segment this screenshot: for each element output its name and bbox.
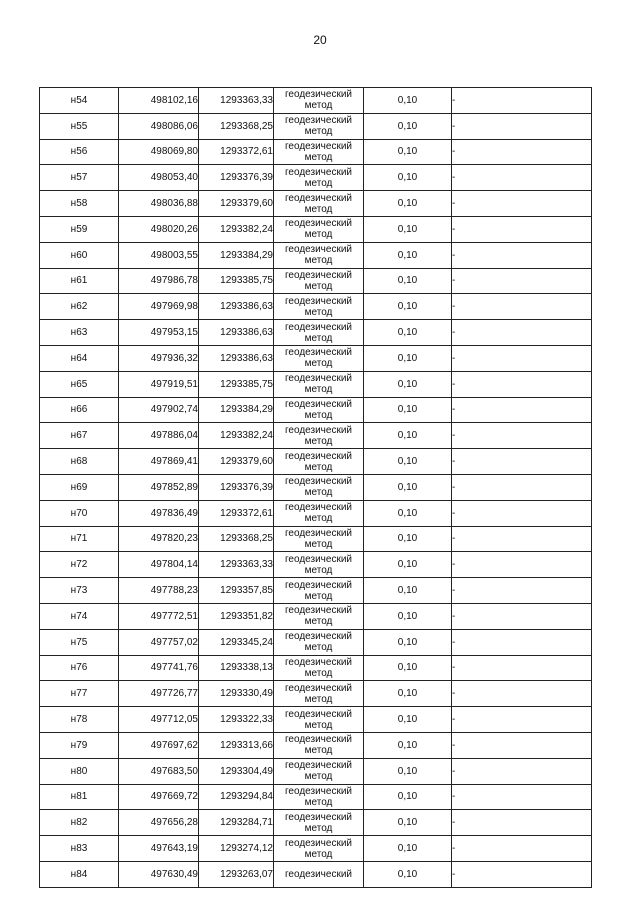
table-row bbox=[40, 242, 592, 268]
method-line-1: геодезический bbox=[285, 631, 352, 643]
coordinates-table-body bbox=[40, 88, 592, 888]
x-coordinate-cell: 497852,89 bbox=[119, 474, 199, 500]
note-cell: - bbox=[452, 449, 592, 475]
note-cell: - bbox=[452, 836, 592, 862]
accuracy-cell: 0,10 bbox=[364, 861, 452, 887]
method-line-2: метод bbox=[304, 590, 333, 602]
method-cell bbox=[274, 552, 364, 578]
method-line-2: метод bbox=[304, 822, 333, 834]
method-cell bbox=[274, 371, 364, 397]
method-line-2: метод bbox=[304, 667, 333, 679]
coordinates-table bbox=[39, 87, 592, 888]
accuracy-cell: 0,10 bbox=[364, 191, 452, 217]
method-line-1: геодезический bbox=[285, 115, 352, 127]
x-coordinate-cell: 497741,76 bbox=[119, 655, 199, 681]
x-coordinate-cell: 497669,72 bbox=[119, 784, 199, 810]
note-cell: - bbox=[452, 758, 592, 784]
table-row bbox=[40, 294, 592, 320]
table-row bbox=[40, 732, 592, 758]
method-cell bbox=[274, 449, 364, 475]
note-cell: - bbox=[452, 191, 592, 217]
note-cell: - bbox=[452, 603, 592, 629]
method-line-1: геодезический bbox=[285, 140, 352, 152]
note-cell: - bbox=[452, 810, 592, 836]
method-line-2: метод bbox=[304, 745, 333, 757]
table-row bbox=[40, 758, 592, 784]
table-row bbox=[40, 500, 592, 526]
table-row bbox=[40, 474, 592, 500]
method-line-2: метод bbox=[304, 203, 333, 215]
accuracy-cell: 0,10 bbox=[364, 449, 452, 475]
method-cell bbox=[274, 88, 364, 114]
method-line-1: геодезический bbox=[285, 553, 352, 565]
table-row bbox=[40, 810, 592, 836]
y-coordinate-cell: 1293379,60 bbox=[199, 191, 274, 217]
method-cell bbox=[274, 784, 364, 810]
method-line-1: геодезический bbox=[285, 476, 352, 488]
method-line-1: геодезический bbox=[285, 347, 352, 359]
method-cell bbox=[274, 655, 364, 681]
method-line-2: метод bbox=[304, 642, 333, 654]
y-coordinate-cell: 1293330,49 bbox=[199, 681, 274, 707]
method-line-1: геодезический bbox=[285, 734, 352, 746]
accuracy-cell: 0,10 bbox=[364, 707, 452, 733]
y-coordinate-cell: 1293368,25 bbox=[199, 526, 274, 552]
x-coordinate-cell: 497697,62 bbox=[119, 732, 199, 758]
point-id-cell: н65 bbox=[40, 371, 119, 397]
note-cell: - bbox=[452, 242, 592, 268]
table-row bbox=[40, 526, 592, 552]
method-line-2: метод bbox=[304, 280, 333, 292]
y-coordinate-cell: 1293382,24 bbox=[199, 216, 274, 242]
table-row bbox=[40, 655, 592, 681]
y-coordinate-cell: 1293338,13 bbox=[199, 655, 274, 681]
method-cell bbox=[274, 423, 364, 449]
method-line-2: метод bbox=[304, 306, 333, 318]
point-id-cell: н84 bbox=[40, 861, 119, 887]
method-line-1: геодезический bbox=[285, 295, 352, 307]
method-line-2: метод bbox=[304, 358, 333, 370]
y-coordinate-cell: 1293368,25 bbox=[199, 113, 274, 139]
y-coordinate-cell: 1293357,85 bbox=[199, 578, 274, 604]
point-id-cell: н60 bbox=[40, 242, 119, 268]
point-id-cell: н79 bbox=[40, 732, 119, 758]
y-coordinate-cell: 1293382,24 bbox=[199, 423, 274, 449]
table-row bbox=[40, 165, 592, 191]
x-coordinate-cell: 497869,41 bbox=[119, 449, 199, 475]
method-cell bbox=[274, 345, 364, 371]
method-line-1: геодезический bbox=[285, 450, 352, 462]
method-line-1: геодезический bbox=[285, 682, 352, 694]
accuracy-cell: 0,10 bbox=[364, 603, 452, 629]
table-row bbox=[40, 268, 592, 294]
point-id-cell: н55 bbox=[40, 113, 119, 139]
method-line-1: геодезический bbox=[285, 89, 352, 101]
point-id-cell: н73 bbox=[40, 578, 119, 604]
note-cell: - bbox=[452, 423, 592, 449]
x-coordinate-cell: 497836,49 bbox=[119, 500, 199, 526]
point-id-cell: н67 bbox=[40, 423, 119, 449]
accuracy-cell: 0,10 bbox=[364, 242, 452, 268]
y-coordinate-cell: 1293322,33 bbox=[199, 707, 274, 733]
method-line-2: метод bbox=[304, 848, 333, 860]
y-coordinate-cell: 1293363,33 bbox=[199, 88, 274, 114]
method-line-2: метод bbox=[304, 435, 333, 447]
method-line-1: геодезический bbox=[285, 244, 352, 256]
accuracy-cell: 0,10 bbox=[364, 784, 452, 810]
note-cell: - bbox=[452, 526, 592, 552]
x-coordinate-cell: 498053,40 bbox=[119, 165, 199, 191]
method-line-2: метод bbox=[304, 693, 333, 705]
method-cell bbox=[274, 165, 364, 191]
table-row bbox=[40, 113, 592, 139]
note-cell: - bbox=[452, 113, 592, 139]
y-coordinate-cell: 1293294,84 bbox=[199, 784, 274, 810]
accuracy-cell: 0,10 bbox=[364, 268, 452, 294]
note-cell: - bbox=[452, 707, 592, 733]
point-id-cell: н72 bbox=[40, 552, 119, 578]
method-cell bbox=[274, 113, 364, 139]
method-line-1: геодезический bbox=[285, 502, 352, 514]
accuracy-cell: 0,10 bbox=[364, 552, 452, 578]
point-id-cell: н74 bbox=[40, 603, 119, 629]
x-coordinate-cell: 497919,51 bbox=[119, 371, 199, 397]
x-coordinate-cell: 498086,06 bbox=[119, 113, 199, 139]
x-coordinate-cell: 497757,02 bbox=[119, 629, 199, 655]
accuracy-cell: 0,10 bbox=[364, 345, 452, 371]
accuracy-cell: 0,10 bbox=[364, 578, 452, 604]
x-coordinate-cell: 497726,77 bbox=[119, 681, 199, 707]
point-id-cell: н57 bbox=[40, 165, 119, 191]
table-row bbox=[40, 320, 592, 346]
point-id-cell: н62 bbox=[40, 294, 119, 320]
method-cell bbox=[274, 707, 364, 733]
point-id-cell: н83 bbox=[40, 836, 119, 862]
note-cell: - bbox=[452, 88, 592, 114]
y-coordinate-cell: 1293386,63 bbox=[199, 320, 274, 346]
x-coordinate-cell: 497886,04 bbox=[119, 423, 199, 449]
method-line-2: метод bbox=[304, 384, 333, 396]
method-line-2: метод bbox=[304, 616, 333, 628]
accuracy-cell: 0,10 bbox=[364, 397, 452, 423]
y-coordinate-cell: 1293376,39 bbox=[199, 474, 274, 500]
method-cell bbox=[274, 578, 364, 604]
method-line-1: геодезический bbox=[285, 785, 352, 797]
accuracy-cell: 0,10 bbox=[364, 474, 452, 500]
accuracy-cell: 0,10 bbox=[364, 810, 452, 836]
accuracy-cell: 0,10 bbox=[364, 500, 452, 526]
method-cell bbox=[274, 320, 364, 346]
method-cell bbox=[274, 216, 364, 242]
method-line-1: геодезический bbox=[285, 868, 352, 880]
method-line-1: геодезический bbox=[285, 811, 352, 823]
method-line-2: метод bbox=[304, 151, 333, 163]
accuracy-cell: 0,10 bbox=[364, 681, 452, 707]
note-cell: - bbox=[452, 165, 592, 191]
point-id-cell: н61 bbox=[40, 268, 119, 294]
method-cell bbox=[274, 861, 364, 887]
table-row bbox=[40, 345, 592, 371]
accuracy-cell: 0,10 bbox=[364, 836, 452, 862]
note-cell: - bbox=[452, 371, 592, 397]
method-cell bbox=[274, 242, 364, 268]
x-coordinate-cell: 497630,49 bbox=[119, 861, 199, 887]
y-coordinate-cell: 1293372,61 bbox=[199, 500, 274, 526]
method-cell bbox=[274, 139, 364, 165]
point-id-cell: н63 bbox=[40, 320, 119, 346]
x-coordinate-cell: 498020,26 bbox=[119, 216, 199, 242]
table-row bbox=[40, 603, 592, 629]
method-line-2: метод bbox=[304, 126, 333, 138]
x-coordinate-cell: 497936,32 bbox=[119, 345, 199, 371]
y-coordinate-cell: 1293385,75 bbox=[199, 371, 274, 397]
note-cell: - bbox=[452, 139, 592, 165]
table-row bbox=[40, 552, 592, 578]
note-cell: - bbox=[452, 655, 592, 681]
method-line-1: геодезический bbox=[285, 321, 352, 333]
x-coordinate-cell: 497772,51 bbox=[119, 603, 199, 629]
table-row bbox=[40, 784, 592, 810]
method-line-2: метод bbox=[304, 719, 333, 731]
x-coordinate-cell: 498102,16 bbox=[119, 88, 199, 114]
y-coordinate-cell: 1293385,75 bbox=[199, 268, 274, 294]
x-coordinate-cell: 498069,80 bbox=[119, 139, 199, 165]
method-line-2: метод bbox=[304, 461, 333, 473]
y-coordinate-cell: 1293351,82 bbox=[199, 603, 274, 629]
point-id-cell: н68 bbox=[40, 449, 119, 475]
x-coordinate-cell: 497643,19 bbox=[119, 836, 199, 862]
method-line-2: метод bbox=[304, 771, 333, 783]
point-id-cell: н80 bbox=[40, 758, 119, 784]
method-cell bbox=[274, 629, 364, 655]
method-line-1: геодезический bbox=[285, 837, 352, 849]
point-id-cell: н77 bbox=[40, 681, 119, 707]
table-row bbox=[40, 88, 592, 114]
x-coordinate-cell: 497969,98 bbox=[119, 294, 199, 320]
note-cell: - bbox=[452, 681, 592, 707]
point-id-cell: н78 bbox=[40, 707, 119, 733]
x-coordinate-cell: 497986,78 bbox=[119, 268, 199, 294]
method-line-2: метод bbox=[304, 538, 333, 550]
x-coordinate-cell: 497656,28 bbox=[119, 810, 199, 836]
table-row bbox=[40, 629, 592, 655]
method-cell bbox=[274, 268, 364, 294]
accuracy-cell: 0,10 bbox=[364, 526, 452, 552]
method-line-2: метод bbox=[304, 513, 333, 525]
y-coordinate-cell: 1293345,24 bbox=[199, 629, 274, 655]
point-id-cell: н54 bbox=[40, 88, 119, 114]
point-id-cell: н82 bbox=[40, 810, 119, 836]
note-cell: - bbox=[452, 397, 592, 423]
y-coordinate-cell: 1293372,61 bbox=[199, 139, 274, 165]
method-line-1: геодезический bbox=[285, 656, 352, 668]
point-id-cell: н66 bbox=[40, 397, 119, 423]
y-coordinate-cell: 1293384,29 bbox=[199, 242, 274, 268]
point-id-cell: н75 bbox=[40, 629, 119, 655]
accuracy-cell: 0,10 bbox=[364, 655, 452, 681]
point-id-cell: н71 bbox=[40, 526, 119, 552]
point-id-cell: н81 bbox=[40, 784, 119, 810]
y-coordinate-cell: 1293263,07 bbox=[199, 861, 274, 887]
method-line-1: геодезический bbox=[285, 218, 352, 230]
table-row bbox=[40, 191, 592, 217]
note-cell: - bbox=[452, 294, 592, 320]
note-cell: - bbox=[452, 552, 592, 578]
x-coordinate-cell: 497902,74 bbox=[119, 397, 199, 423]
table-row bbox=[40, 578, 592, 604]
method-line-1: геодезический bbox=[285, 424, 352, 436]
method-line-1: геодезический bbox=[285, 166, 352, 178]
method-cell bbox=[274, 500, 364, 526]
page-number: 20 bbox=[313, 33, 327, 47]
method-line-1: геодезический bbox=[285, 605, 352, 617]
y-coordinate-cell: 1293376,39 bbox=[199, 165, 274, 191]
method-line-1: геодезический bbox=[285, 527, 352, 539]
method-cell bbox=[274, 294, 364, 320]
method-cell bbox=[274, 397, 364, 423]
method-line-1: геодезический bbox=[285, 760, 352, 772]
method-line-2: метод bbox=[304, 409, 333, 421]
method-line-1: геодезический bbox=[285, 708, 352, 720]
point-id-cell: н70 bbox=[40, 500, 119, 526]
method-cell bbox=[274, 474, 364, 500]
method-line-1: геодезический bbox=[285, 269, 352, 281]
note-cell: - bbox=[452, 268, 592, 294]
y-coordinate-cell: 1293304,49 bbox=[199, 758, 274, 784]
y-coordinate-cell: 1293274,12 bbox=[199, 836, 274, 862]
x-coordinate-cell: 497683,50 bbox=[119, 758, 199, 784]
accuracy-cell: 0,10 bbox=[364, 294, 452, 320]
method-cell bbox=[274, 732, 364, 758]
y-coordinate-cell: 1293386,63 bbox=[199, 294, 274, 320]
x-coordinate-cell: 497788,23 bbox=[119, 578, 199, 604]
accuracy-cell: 0,10 bbox=[364, 139, 452, 165]
method-cell bbox=[274, 603, 364, 629]
table-row bbox=[40, 449, 592, 475]
accuracy-cell: 0,10 bbox=[364, 216, 452, 242]
note-cell: - bbox=[452, 474, 592, 500]
note-cell: - bbox=[452, 732, 592, 758]
accuracy-cell: 0,10 bbox=[364, 165, 452, 191]
note-cell: - bbox=[452, 500, 592, 526]
x-coordinate-cell: 497804,14 bbox=[119, 552, 199, 578]
method-line-1: геодезический bbox=[285, 373, 352, 385]
accuracy-cell: 0,10 bbox=[364, 113, 452, 139]
table-row bbox=[40, 861, 592, 887]
x-coordinate-cell: 497820,23 bbox=[119, 526, 199, 552]
note-cell: - bbox=[452, 320, 592, 346]
table-row bbox=[40, 681, 592, 707]
y-coordinate-cell: 1293284,71 bbox=[199, 810, 274, 836]
method-cell bbox=[274, 526, 364, 552]
method-line-1: геодезический bbox=[285, 398, 352, 410]
accuracy-cell: 0,10 bbox=[364, 629, 452, 655]
table-row bbox=[40, 707, 592, 733]
accuracy-cell: 0,10 bbox=[364, 88, 452, 114]
method-cell bbox=[274, 758, 364, 784]
y-coordinate-cell: 1293384,29 bbox=[199, 397, 274, 423]
point-id-cell: н59 bbox=[40, 216, 119, 242]
note-cell: - bbox=[452, 578, 592, 604]
method-cell bbox=[274, 836, 364, 862]
method-line-2: метод bbox=[304, 255, 333, 267]
y-coordinate-cell: 1293386,63 bbox=[199, 345, 274, 371]
note-cell: - bbox=[452, 784, 592, 810]
method-cell bbox=[274, 810, 364, 836]
point-id-cell: н58 bbox=[40, 191, 119, 217]
method-cell bbox=[274, 681, 364, 707]
y-coordinate-cell: 1293379,60 bbox=[199, 449, 274, 475]
method-cell bbox=[274, 191, 364, 217]
accuracy-cell: 0,10 bbox=[364, 732, 452, 758]
point-id-cell: н76 bbox=[40, 655, 119, 681]
table-row bbox=[40, 423, 592, 449]
accuracy-cell: 0,10 bbox=[364, 371, 452, 397]
accuracy-cell: 0,10 bbox=[364, 758, 452, 784]
point-id-cell: н69 bbox=[40, 474, 119, 500]
x-coordinate-cell: 498003,55 bbox=[119, 242, 199, 268]
method-line-2: метод bbox=[304, 100, 333, 112]
point-id-cell: н64 bbox=[40, 345, 119, 371]
method-line-2: метод bbox=[304, 796, 333, 808]
note-cell: - bbox=[452, 861, 592, 887]
table-row bbox=[40, 139, 592, 165]
method-line-2: метод bbox=[304, 564, 333, 576]
point-id-cell: н56 bbox=[40, 139, 119, 165]
table-row bbox=[40, 836, 592, 862]
table-row bbox=[40, 397, 592, 423]
x-coordinate-cell: 498036,88 bbox=[119, 191, 199, 217]
x-coordinate-cell: 497712,05 bbox=[119, 707, 199, 733]
method-line-2: метод bbox=[304, 229, 333, 241]
note-cell: - bbox=[452, 345, 592, 371]
accuracy-cell: 0,10 bbox=[364, 423, 452, 449]
y-coordinate-cell: 1293363,33 bbox=[199, 552, 274, 578]
table-row bbox=[40, 371, 592, 397]
method-line-2: метод bbox=[304, 487, 333, 499]
method-line-1: геодезический bbox=[285, 192, 352, 204]
note-cell: - bbox=[452, 629, 592, 655]
method-line-2: метод bbox=[304, 332, 333, 344]
y-coordinate-cell: 1293313,66 bbox=[199, 732, 274, 758]
method-line-2: метод bbox=[304, 177, 333, 189]
method-line-1: геодезический bbox=[285, 579, 352, 591]
table-row bbox=[40, 216, 592, 242]
accuracy-cell: 0,10 bbox=[364, 320, 452, 346]
x-coordinate-cell: 497953,15 bbox=[119, 320, 199, 346]
note-cell: - bbox=[452, 216, 592, 242]
